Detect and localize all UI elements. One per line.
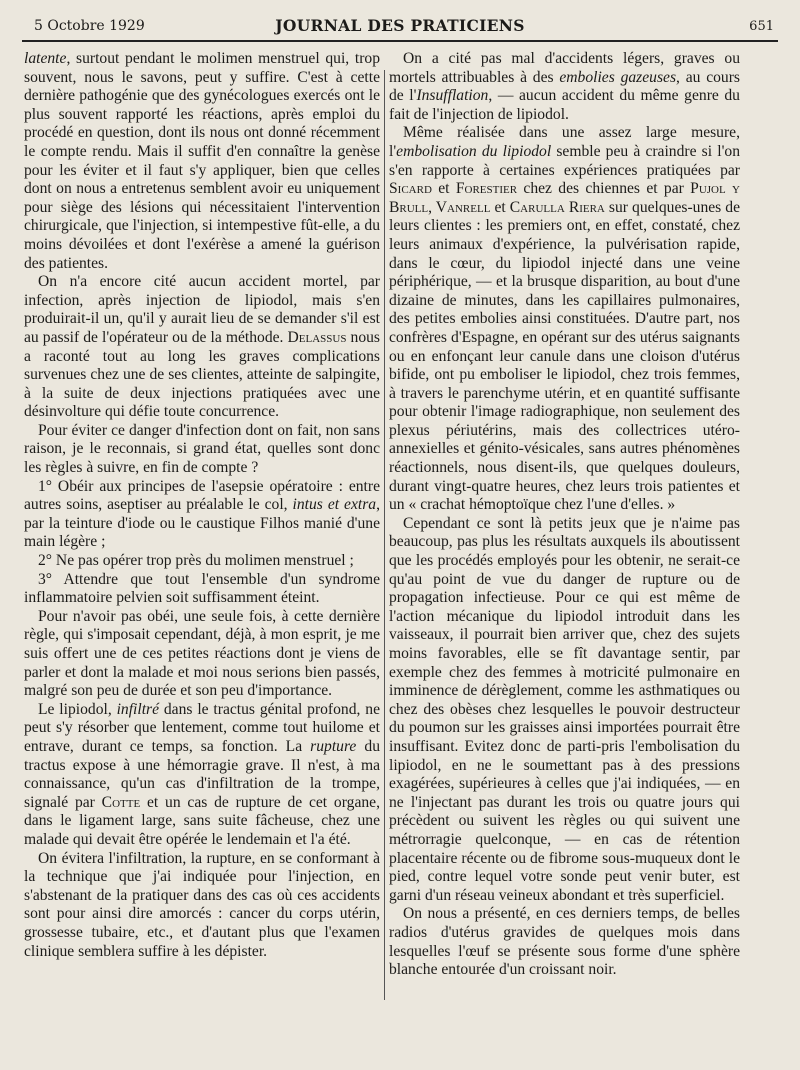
text-run: nous a raconté tout au long les graves complications survenues chez une de ses clientes, atteinte de salpingite, à la suite de deux injections pratiquées avec une désinvolture qui défie toute concurrence. [24, 328, 380, 421]
text-run: On n'a encore cité aucun accident mortel, par infection, après injection de lipiodol, mais s'en produirait-il un, qu'il y aurait lieu de se demander s'il est au passif de l'opérateur ou de la méthode. [24, 273, 380, 346]
text-run: Pour éviter ce danger d'infection dont on fait, non sans raison, je le reconnais, si grand état, quelles sont donc les règles à suivre, en fin de compte ? [24, 421, 380, 477]
paragraph [389, 515, 740, 905]
author-name: Carulla Riera [509, 198, 605, 216]
text-run: , par la teinture d'iode ou le caustique Filhos manié d'une main légère ; [24, 496, 380, 551]
paragraph [24, 50, 380, 273]
text-run: chez des chiennes et par [517, 180, 691, 198]
text-run: On évitera l'infiltration, la rupture, en se conformant à la technique que j'ai indiquée pour l'injection, en s'abstenant de la pratiquer dans des cas où ces accidents sont pour ainsi dire amorcés : cancer du corps utérin, grossesse tubaire, etc., et d'autant plus que l'examen clinique semblera suffire à les dépister. [24, 849, 380, 960]
paragraph [389, 124, 740, 514]
paragraph [24, 850, 380, 962]
emphasis: intus et extra [292, 496, 377, 514]
text-run: dans le tractus génital profond, ne peut s'y résorber que lentement, comme tout huilome et entrave, durant ce temps, sa fonction. La [24, 700, 380, 755]
paragraph [389, 50, 740, 124]
list-item [24, 478, 380, 552]
text-run: du tractus expose à une hémorragie grave. Il n'est, à ma connaissance, qu'un cas d'infiltration de la trompe, signalé par [24, 737, 380, 811]
text-run: , — aucun accident du même genre du fait de l'injection de lipiodol. [389, 87, 740, 123]
page-number: 651 [749, 19, 774, 34]
author-name: Delassus [287, 328, 347, 346]
list-item [24, 571, 380, 608]
paragraph [24, 273, 380, 422]
paragraph [389, 905, 740, 979]
journal-title: JOURNAL DES PRATICIENS [275, 16, 525, 35]
paragraph [24, 608, 380, 701]
paragraph [24, 701, 380, 850]
emphasis: Insufflation [416, 87, 489, 105]
text-run: 1° Obéir aux principes de l'asepsie opératoire : entre autres soins, aseptiser au préalable le col, [24, 477, 380, 514]
emphasis: embolisation du lipiodol [396, 142, 552, 160]
page-header [22, 14, 778, 42]
text-run: 2° Ne pas opérer trop près du molimen menstruel ; [38, 552, 354, 570]
text-run: Cependant ce sont là petits jeux que je n'aime pas beaucoup, pas plus les résultats auxquels ils aboutissent que les procédés employés pour les obtenir, ne serait-ce qu'au point de vue du danger de rupture ou de propagation infectieuse. Pour ce qui est même de l'action mécanique du lipiodol introduit dans les vaisseaux, il pourrait bien arriver que, chez des sujets moins favorables, elle se fît davantage sentir, par exemple chez des femmes à motricité pulmonaire en imminence de dérèglement, comme les asthmatiques ou chez des obèses chez lesquelles le pouvoir destructeur du poumon sur les graisses ainsi importées pourrait être insuffisant. Evitez donc de parti-pris l'embolisation du lipiodol, en ne le soumettant pas à des pressions exagérées, supérieures à celles que j'ai indiquées, — en ne l'injectant pas durant les trois ou quatre jours qui précèdent ou suivent les règles ou qui suivent une métrorragie quelconque, — en cas de rétention placentaire récente ou de fibrome sous-muqueux dont le pied, contre lequel votre sonde peut venir buter, est garni d'un réseau veineux abondant et très superficiel. [389, 514, 740, 904]
paragraph [24, 422, 380, 478]
text-run: On a cité pas mal d'accidents légers, graves ou mortels attribuables à des [389, 50, 740, 86]
issue-date: 5 Octobre 1929 [34, 18, 145, 34]
column-rule [384, 70, 385, 1000]
text-run: , surtout pendant le molimen menstruel qui, trop souvent, nous le savons, peut y suffire. C'est à cette dernière pathogénie que des gynécologues exercés ont le plus souvent rapporté les réactions, après emploi du procédé en question, dont ils nous ont donné récemment le compte rendu. Mais il suffit d'en connaître la genèse pour les éviter et il faut s'y appliquer, bien que celles dont on nous a entretenus semblent avoir eu uniquement pour siège des lésions qui nécessitaient l'intervention chirurgicale, que l'injection, si intempestive fût-elle, a du moins dévoilées et dont l'exérèse a amené la guérison des patientes. [24, 50, 380, 272]
right-column [389, 50, 740, 980]
emphasis: rupture [310, 737, 357, 755]
author-name: Cotte [101, 793, 141, 811]
text-run: Même réalisée dans une assez large mesure, l' [389, 124, 740, 160]
text-run: et [490, 198, 510, 216]
text-run: et un cas de rupture de cet organe, dans le ligament large, sans suite fâcheuse, chez une malade qui devait être opérée le lendemain et l'a été. [24, 793, 380, 848]
text-run: , au cours de l' [389, 68, 740, 105]
left-column [24, 50, 380, 961]
emphasis: embolies gazeuses [559, 68, 677, 86]
text-run: On nous a présenté, en ces derniers temps, de belles radios d'utérus gravides de quelques mois dans lesquelles l'œuf se présente sous forme d'une sphère blanche entourée d'un croissant noir. [389, 905, 740, 979]
author-name: Pujol y Brull, Vanrell [389, 180, 740, 216]
text-run: et [431, 180, 456, 198]
text-run: sur quelques-unes de leurs clientes : les premiers ont, en effet, constaté, chez leurs animaux d'expérience, la pulvérisation rapide, dans le cœur, du lipiodol injecté dans une veine périphérique, — et la brusque disparition, au bout d'une dizaine de minutes, dans les capillaires pulmonaires, des petites embolies ainsi constituées. D'autre part, nos confrères d'Espagne, en opérant sur des utérus saignants ou en enfonçant leur canule dans une cloison d'utérus bifide, ont pu emboliser le lipiodol, chez trois femmes, à travers le parenchyme utérin, et en quantité suffisante pour obtenir l'image radiographique, non seulement des plexus périutérins, mais des collectrices utéro-annexielles et génito-vésicales, sans autres phénomènes réactionnels, nous disent-ils, que quelques douleurs, durant vingt-quatre heures, chez leurs trois patientes et un « crachat hémoptoïque chez l'une d'elles. » [389, 198, 740, 514]
text-run: Pour n'avoir pas obéi, une seule fois, à cette dernière règle, qui s'imposait cependant, déjà, à mon esprit, je me suis offert une de ces petites réactions dont je viens de parler et dont la malade et moi nous serions bien passés, malgré son peu de durée et son peu d'importance. [24, 607, 380, 700]
text-run: 3° Attendre que tout l'ensemble d'un syndrome inflammatoire pelvien soit suffisamment éteint. [24, 570, 380, 607]
text-run: semble peu à craindre si l'on s'en rapporte à certaines expériences pratiquées par [389, 142, 740, 179]
list-item [24, 552, 380, 571]
author-name: Sicard [389, 180, 432, 198]
text-run: Le lipiodol, [38, 700, 117, 718]
emphasis: infiltré [116, 700, 160, 718]
author-name: Forestier [455, 180, 518, 198]
emphasis: latente [24, 50, 67, 67]
